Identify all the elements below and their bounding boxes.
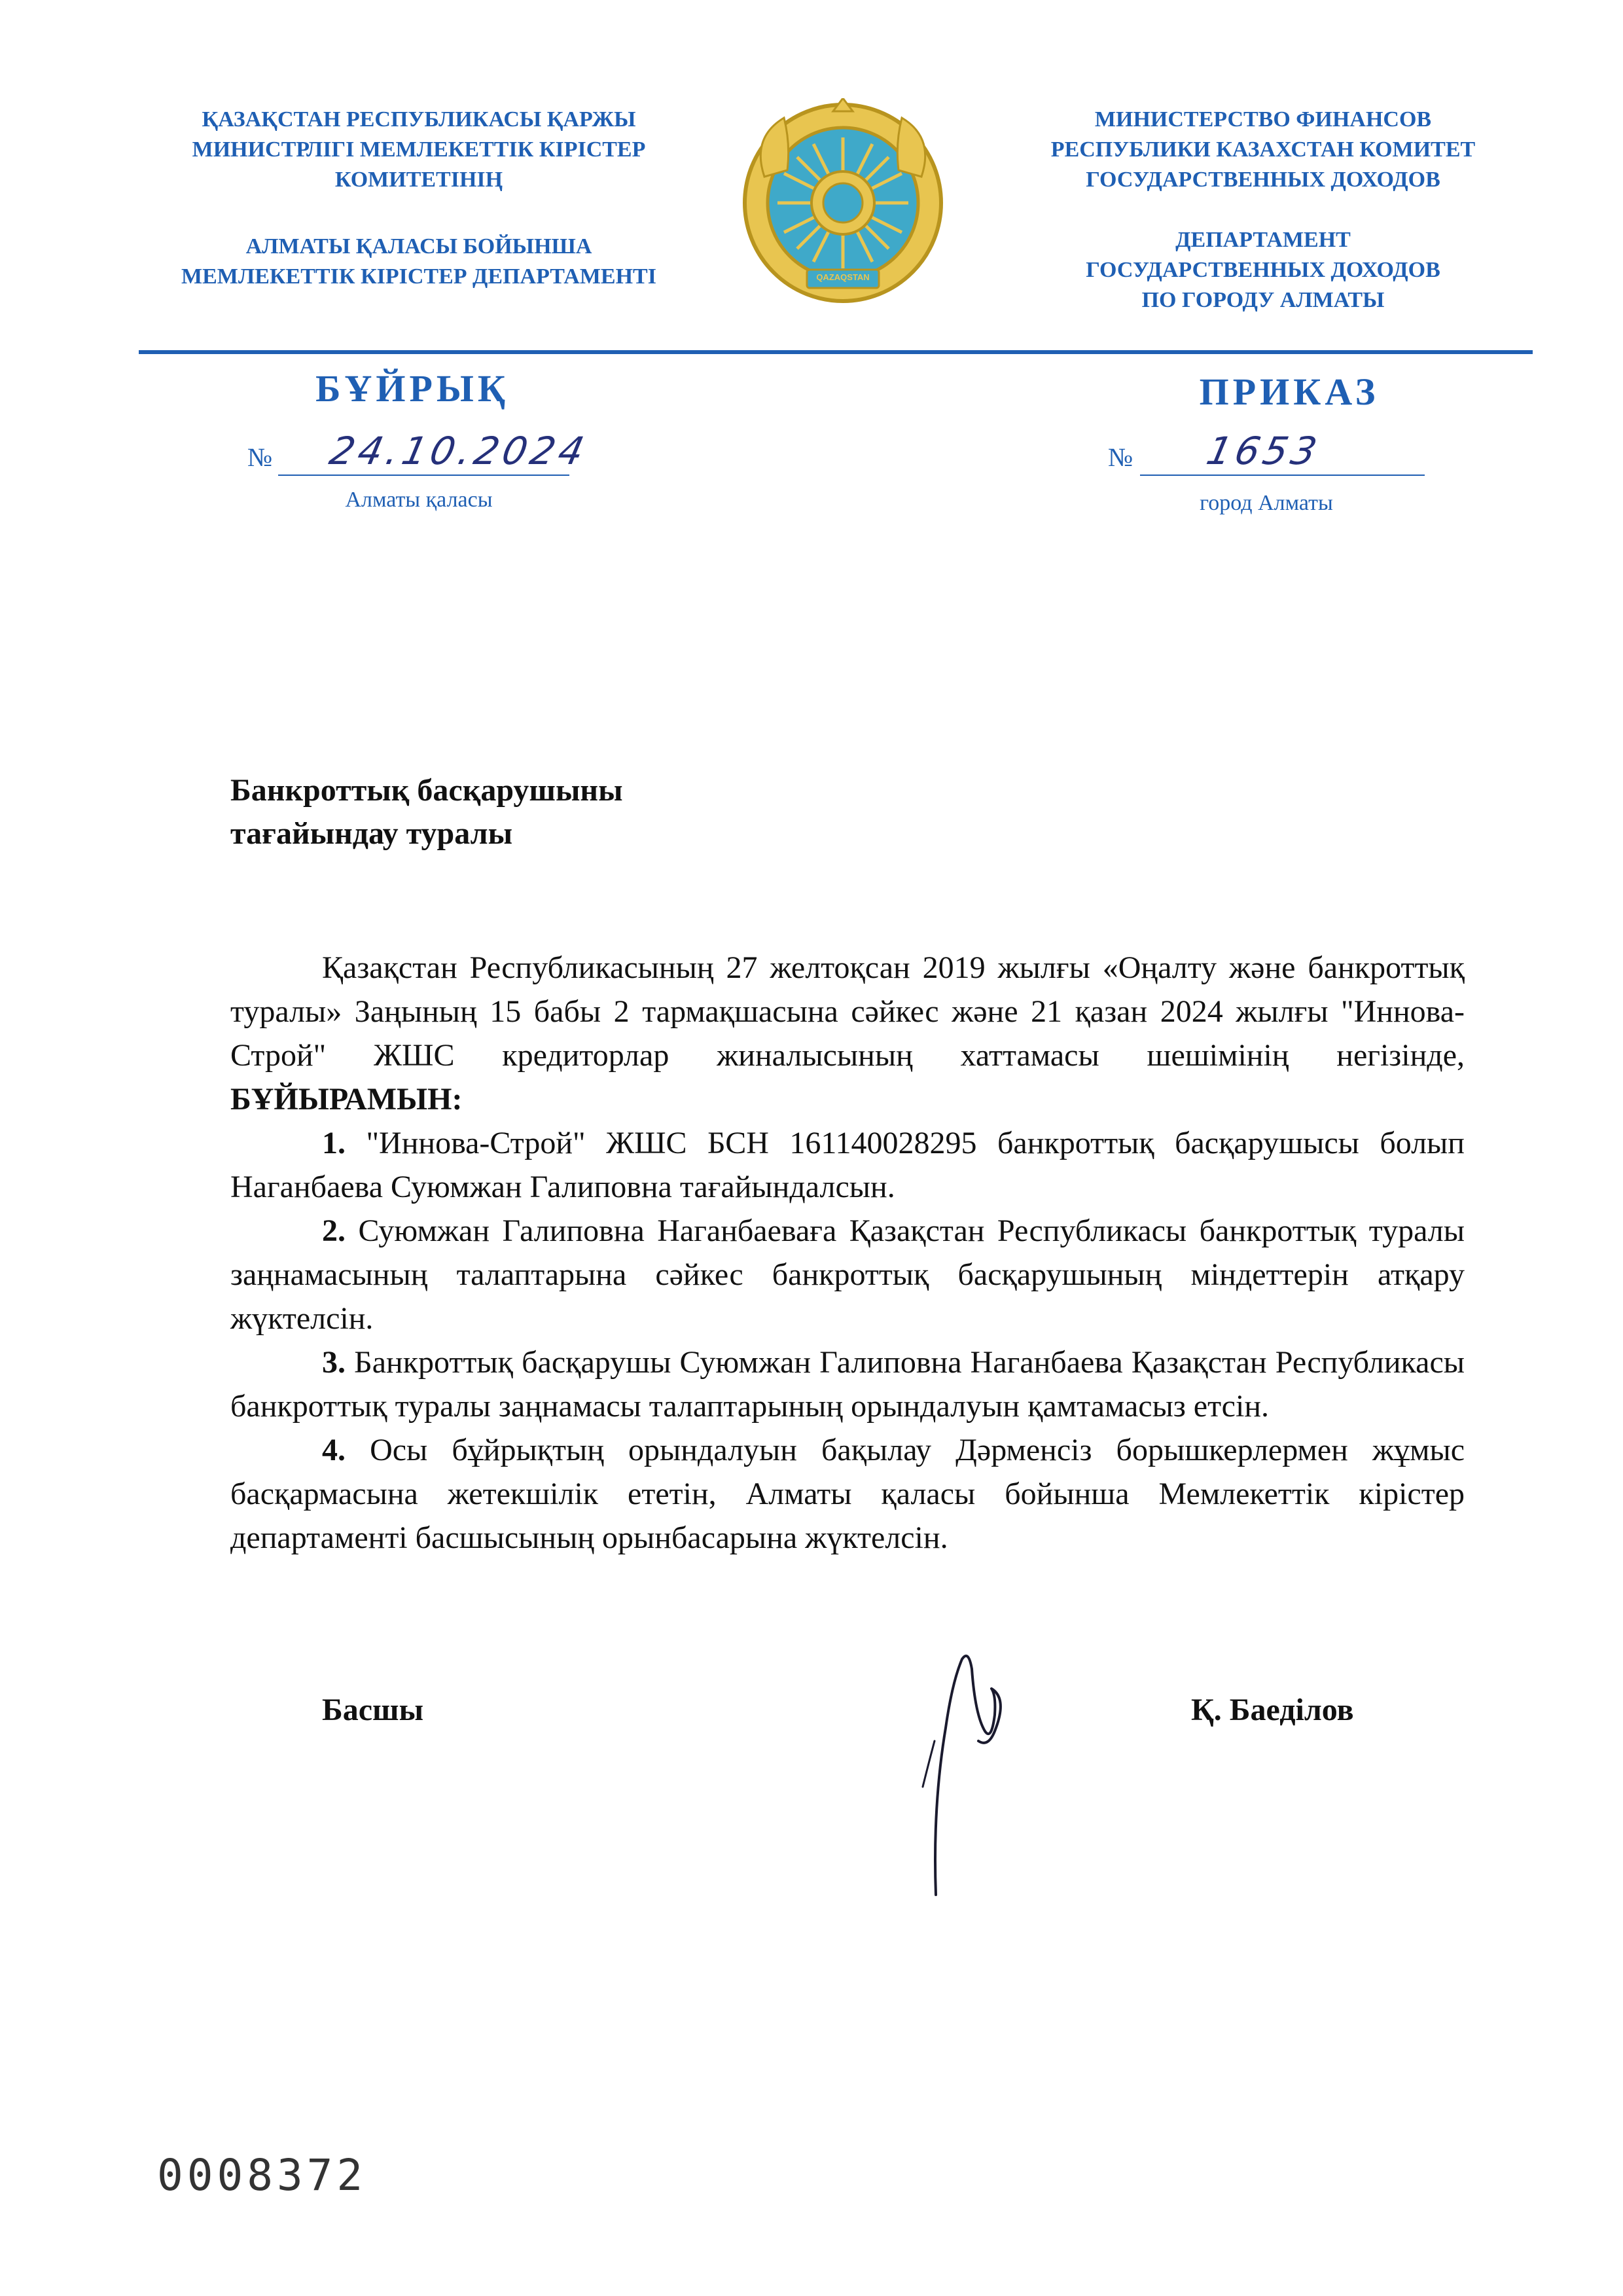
body-item-2-text: Суюмжан Галиповна Наганбаеваға Қазақстан Республикасы банкроттық туралы заңнамасының талаптарына сәйкес банкроттық басқарушының міндеттерін атқару жүктелсін.	[230, 1213, 1465, 1336]
subject-line-1: Банкроттық басқарушыны	[230, 773, 623, 808]
order-number-handwritten: 1653	[1202, 429, 1325, 473]
body-intro-bold: БҰЙЫРАМЫН:	[230, 1082, 463, 1117]
city-ru: город Алматы	[1200, 491, 1333, 515]
body-item-1	[230, 1121, 1465, 1209]
header-right-line-2: РЕСПУБЛИКИ КАЗАХСТАН КОМИТЕТ	[1050, 137, 1476, 162]
body-intro	[230, 946, 1465, 1121]
header-right-ru	[969, 105, 1558, 315]
order-date-handwritten: 24.10.2024	[325, 429, 592, 473]
header-left-line-2: МИНИСТРЛІГІ МЕМЛЕКЕТТІК КІРІСТЕР	[192, 137, 646, 162]
number-mark-right: №	[1108, 442, 1133, 472]
body-item-2	[230, 1209, 1465, 1340]
body-item-3	[230, 1340, 1465, 1428]
header-right-dept-line-1: ДЕПАРТАМЕНТ	[1175, 228, 1351, 252]
header-right-dept-line-2: ГОСУДАРСТВЕННЫХ ДОХОДОВ	[1086, 258, 1440, 282]
body-intro-text: Қазақстан Республикасының 27 желтоқсан 2019 жылғы «Оңалту және банкроттық туралы» Заңының 15 бабы 2 тармақшасына сәйкес және 21 қазан 2024 жылғы "Иннова-Строй" ЖШС кредиторлар жиналысының хаттамасы шешімінің негізінде,	[230, 950, 1465, 1073]
header-right-line-3: ГОСУДАРСТВЕННЫХ ДОХОДОВ	[1086, 168, 1440, 192]
city-kz: Алматы қаласы	[345, 488, 493, 512]
header-right-line-1: МИНИСТЕРСТВО ФИНАНСОВ	[1094, 107, 1432, 132]
subject-line-2: тағайындау туралы	[230, 816, 513, 851]
header-left-line-3: КОМИТЕТІНІҢ	[334, 168, 503, 192]
header-left-dept-line-2: МЕМЛЕКЕТТІК КІРІСТЕР ДЕПАРТАМЕНТІ	[181, 264, 656, 289]
body-item-2-num: 2.	[322, 1213, 346, 1248]
header-left-kz	[124, 105, 713, 292]
number-mark-left: №	[247, 442, 273, 472]
body-item-1-num: 1.	[322, 1126, 346, 1160]
serial-number: 0008372	[157, 2150, 367, 2200]
header-divider	[139, 350, 1533, 354]
body-item-4-text: Осы бұйрықтың орындалуын бақылау Дәрменсіз борышкерлермен жұмыс басқармасына жетекшілік ететін, Алматы қаласы бойынша Мемлекеттік кірістер департаменті басшысының орынбасарына жүктелсін.	[230, 1433, 1465, 1555]
header-left-line-1: ҚАЗАҚСТАН РЕСПУБЛИКАСЫ ҚАРЖЫ	[202, 107, 636, 132]
signature-position: Басшы	[322, 1693, 424, 1727]
header-left-dept-line-1: АЛМАТЫ ҚАЛАСЫ БОЙЫНША	[245, 234, 592, 259]
body-item-1-text: "Иннова-Строй" ЖШС БСН 161140028295 банкроттық басқарушысы болып Наганбаева Суюмжан Галиповна тағайындалсын.	[230, 1126, 1465, 1204]
emblem-banner-text: QAZAQSTAN	[816, 272, 870, 282]
body-item-4	[230, 1428, 1465, 1560]
header-right-dept-line-3: ПО ГОРОДУ АЛМАТЫ	[1141, 288, 1385, 312]
document-subject	[230, 769, 623, 855]
signature-name: Қ. Баеділов	[1191, 1693, 1354, 1727]
state-emblem-icon	[738, 98, 948, 308]
order-title-ru: ПРИКАЗ	[1199, 370, 1380, 413]
body-item-4-num: 4.	[322, 1433, 346, 1467]
document-body	[230, 946, 1465, 1560]
body-item-3-num: 3.	[322, 1345, 346, 1380]
handwritten-signature-icon	[870, 1643, 1041, 1905]
order-title-kz: БҰЙРЫҚ	[315, 367, 509, 410]
body-item-3-text: Банкроттық басқарушы Суюмжан Галиповна Наганбаева Қазақстан Республикасы банкроттық туралы заңнамасы талаптарының орындалуын қамтамасыз етсін.	[230, 1345, 1465, 1424]
